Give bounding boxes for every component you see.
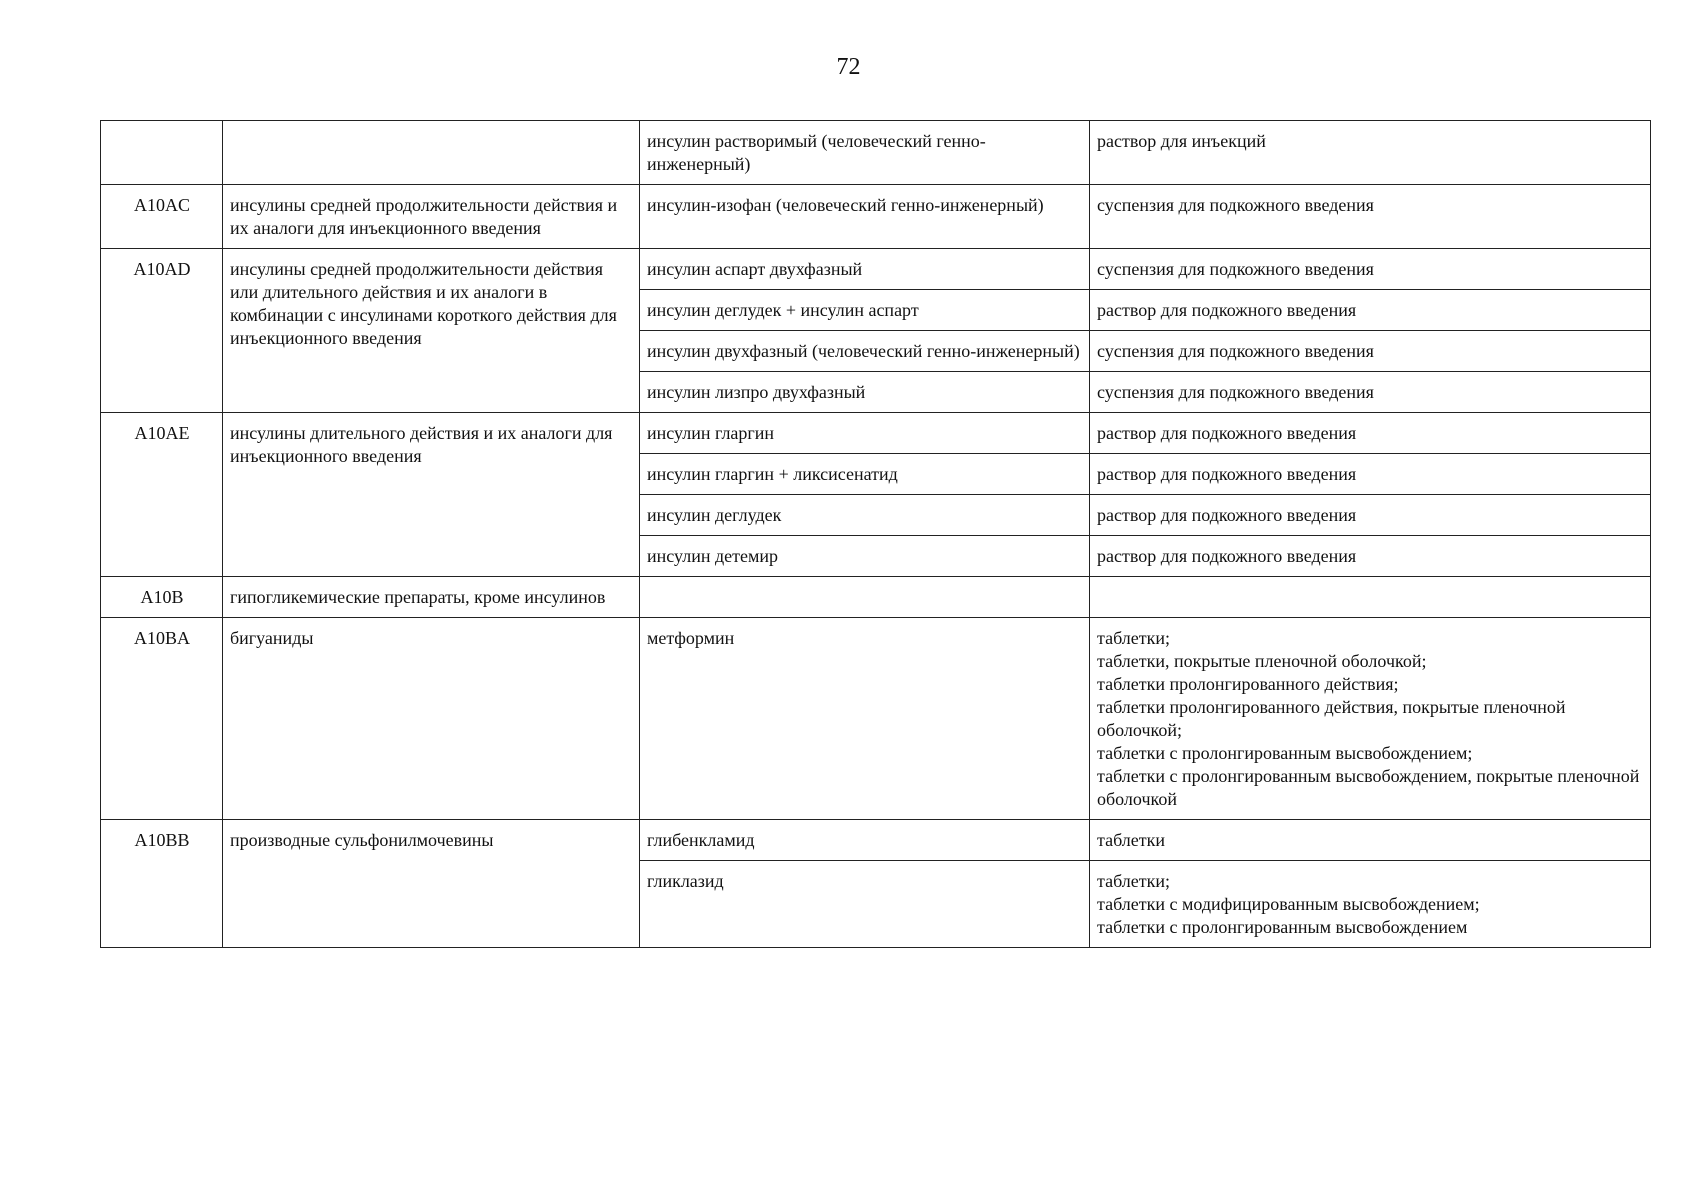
anatomical-group-cell: бигуаниды (223, 618, 640, 820)
dosage-form-line: таблетки с пролонгированным высвобождением (1097, 917, 1468, 937)
table-row (101, 820, 1651, 861)
dosage-form-line: суспензия для подкожного введения (1097, 195, 1374, 215)
dosage-form-line: таблетки с пролонгированным высвобождением; (1097, 743, 1473, 763)
table-row (101, 413, 1651, 454)
atc-code-cell: A10BA (101, 618, 223, 820)
drug-name-cell: инсулин аспарт двухфазный (640, 249, 1090, 290)
anatomical-group-cell: инсулины средней продолжительности действия или длительного действия и их аналоги в комбинации с инсулинами короткого действия для инъекционного введения (223, 249, 640, 413)
dosage-form-line: раствор для подкожного введения (1097, 505, 1357, 525)
drug-name-cell: инсулин растворимый (человеческий генно-инженерный) (640, 121, 1090, 185)
dosage-form-line: раствор для инъекций (1097, 131, 1266, 151)
dosage-form-line: таблетки; (1097, 871, 1171, 891)
dosage-form-cell (1090, 121, 1651, 185)
drug-classification-table (100, 120, 1651, 948)
drug-name-cell: инсулин-изофан (человеческий генно-инженерный) (640, 185, 1090, 249)
dosage-form-line: таблетки с модифицированным высвобождением; (1097, 894, 1480, 914)
dosage-form-cell (1090, 372, 1651, 413)
table-row (101, 618, 1651, 820)
dosage-form-line: таблетки; (1097, 628, 1171, 648)
anatomical-group-cell (223, 121, 640, 185)
drug-name-cell: инсулин деглудек (640, 495, 1090, 536)
dosage-form-cell (1090, 577, 1651, 618)
dosage-form-line: суспензия для подкожного введения (1097, 341, 1374, 361)
dosage-form-cell (1090, 249, 1651, 290)
dosage-form-cell (1090, 495, 1651, 536)
table-row (101, 249, 1651, 290)
dosage-form-line: раствор для подкожного введения (1097, 300, 1357, 320)
dosage-form-line: таблетки пролонгированного действия, покрытые пленочной оболочкой; (1097, 697, 1566, 740)
drug-name-cell: инсулин деглудек + инсулин аспарт (640, 290, 1090, 331)
dosage-form-line: таблетки (1097, 830, 1166, 850)
dosage-form-cell (1090, 618, 1651, 820)
table-row (101, 577, 1651, 618)
atc-code-cell: A10AD (101, 249, 223, 413)
anatomical-group-cell: инсулины длительного действия и их аналоги для инъекционного введения (223, 413, 640, 577)
anatomical-group-cell: гипогликемические препараты, кроме инсулинов (223, 577, 640, 618)
dosage-form-cell (1090, 820, 1651, 861)
dosage-form-line: суспензия для подкожного введения (1097, 259, 1374, 279)
dosage-form-cell (1090, 331, 1651, 372)
drug-name-cell: метформин (640, 618, 1090, 820)
atc-code-cell: A10BB (101, 820, 223, 948)
drug-name-cell: инсулин гларгин + ликсисенатид (640, 454, 1090, 495)
dosage-form-line: раствор для подкожного введения (1097, 464, 1357, 484)
atc-code-cell (101, 121, 223, 185)
table-row (101, 121, 1651, 185)
drug-name-cell: инсулин гларгин (640, 413, 1090, 454)
page-number: 72 (836, 54, 861, 80)
drug-name-cell: гликлазид (640, 861, 1090, 948)
dosage-form-line: суспензия для подкожного введения (1097, 382, 1374, 402)
anatomical-group-cell: инсулины средней продолжительности действия и их аналоги для инъекционного введения (223, 185, 640, 249)
dosage-form-cell (1090, 861, 1651, 948)
drug-name-cell: инсулин детемир (640, 536, 1090, 577)
dosage-form-line: раствор для подкожного введения (1097, 423, 1357, 443)
anatomical-group-cell: производные сульфонилмочевины (223, 820, 640, 948)
dosage-form-cell (1090, 454, 1651, 495)
table-body (101, 121, 1651, 948)
table-row (101, 185, 1651, 249)
atc-code-cell: A10AE (101, 413, 223, 577)
atc-code-cell: A10B (101, 577, 223, 618)
dosage-form-cell (1090, 185, 1651, 249)
drug-name-cell (640, 577, 1090, 618)
dosage-form-line: таблетки с пролонгированным высвобождением, покрытые пленочной оболочкой (1097, 766, 1640, 809)
dosage-form-line: таблетки пролонгированного действия; (1097, 674, 1399, 694)
dosage-form-cell (1090, 290, 1651, 331)
dosage-form-line: таблетки, покрытые пленочной оболочкой; (1097, 651, 1427, 671)
dosage-form-cell (1090, 536, 1651, 577)
drug-name-cell: глибенкламид (640, 820, 1090, 861)
dosage-form-line: раствор для подкожного введения (1097, 546, 1357, 566)
drug-name-cell: инсулин двухфазный (человеческий генно-инженерный) (640, 331, 1090, 372)
drug-name-cell: инсулин лизпро двухфазный (640, 372, 1090, 413)
dosage-form-cell (1090, 413, 1651, 454)
atc-code-cell: A10AC (101, 185, 223, 249)
